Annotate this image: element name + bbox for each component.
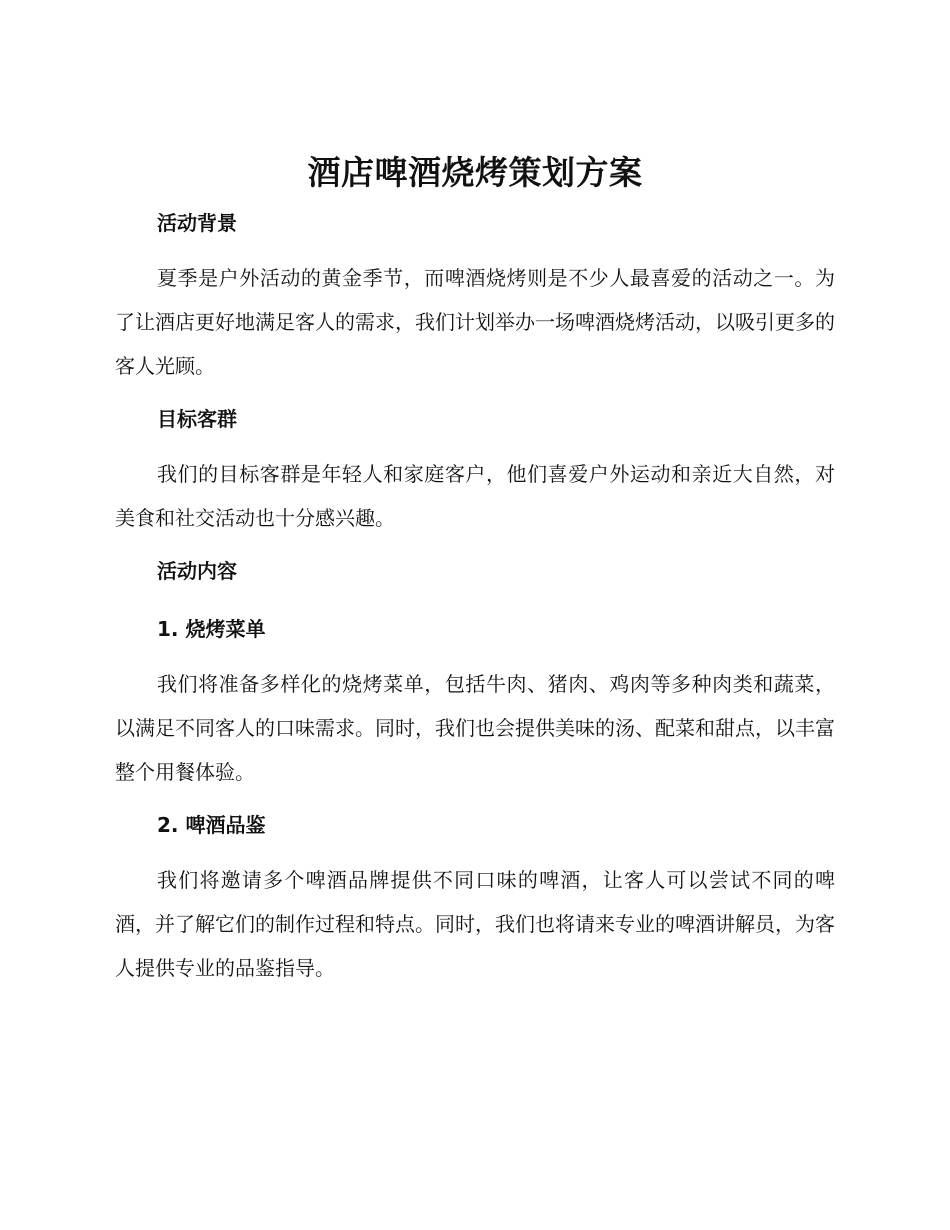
section-heading: 2. 啤酒品鉴 <box>157 813 266 837</box>
section-paragraph: 我们将邀请多个啤酒品牌提供不同口味的啤酒，让客人可以尝试不同的啤酒，并了解它们的制作过程和特点。同时，我们也将请来专业的啤酒讲解员，为客人提供专业的品鉴指导。 <box>115 868 835 980</box>
section-bbq-menu <box>115 614 835 794</box>
section-beer-tasting <box>115 810 835 990</box>
spacer <box>115 644 835 662</box>
section-heading: 目标客群 <box>157 407 237 431</box>
spacer <box>115 388 835 404</box>
section-paragraph: 我们的目标客群是年轻人和家庭客户，他们喜爱户外运动和亲近大自然，对美食和社交活动也十分感兴趣。 <box>115 462 835 530</box>
spacer <box>115 196 835 208</box>
section-heading: 活动内容 <box>157 559 237 583</box>
spacer <box>115 238 835 256</box>
spacer <box>115 434 835 452</box>
section-target-audience <box>115 404 835 540</box>
section-heading: 活动背景 <box>157 211 237 235</box>
spacer <box>115 794 835 810</box>
spacer <box>115 586 835 614</box>
section-background <box>115 208 835 388</box>
section-paragraph: 夏季是户外活动的黄金季节，而啤酒烧烤则是不少人最喜爱的活动之一。为了让酒店更好地满足客人的需求，我们计划举办一场啤酒烧烤活动，以吸引更多的客人光顾。 <box>115 266 835 378</box>
document-title: 酒店啤酒烧烤策划方案 <box>307 153 643 192</box>
section-heading: 1. 烧烤菜单 <box>157 617 266 641</box>
section-paragraph: 我们将准备多样化的烧烤菜单，包括牛肉、猪肉、鸡肉等多种肉类和蔬菜，以满足不同客人的口味需求。同时，我们也会提供美味的汤、配菜和甜点，以丰富整个用餐体验。 <box>115 672 835 784</box>
section-activity-content <box>115 556 835 586</box>
spacer <box>115 840 835 858</box>
spacer <box>115 540 835 556</box>
